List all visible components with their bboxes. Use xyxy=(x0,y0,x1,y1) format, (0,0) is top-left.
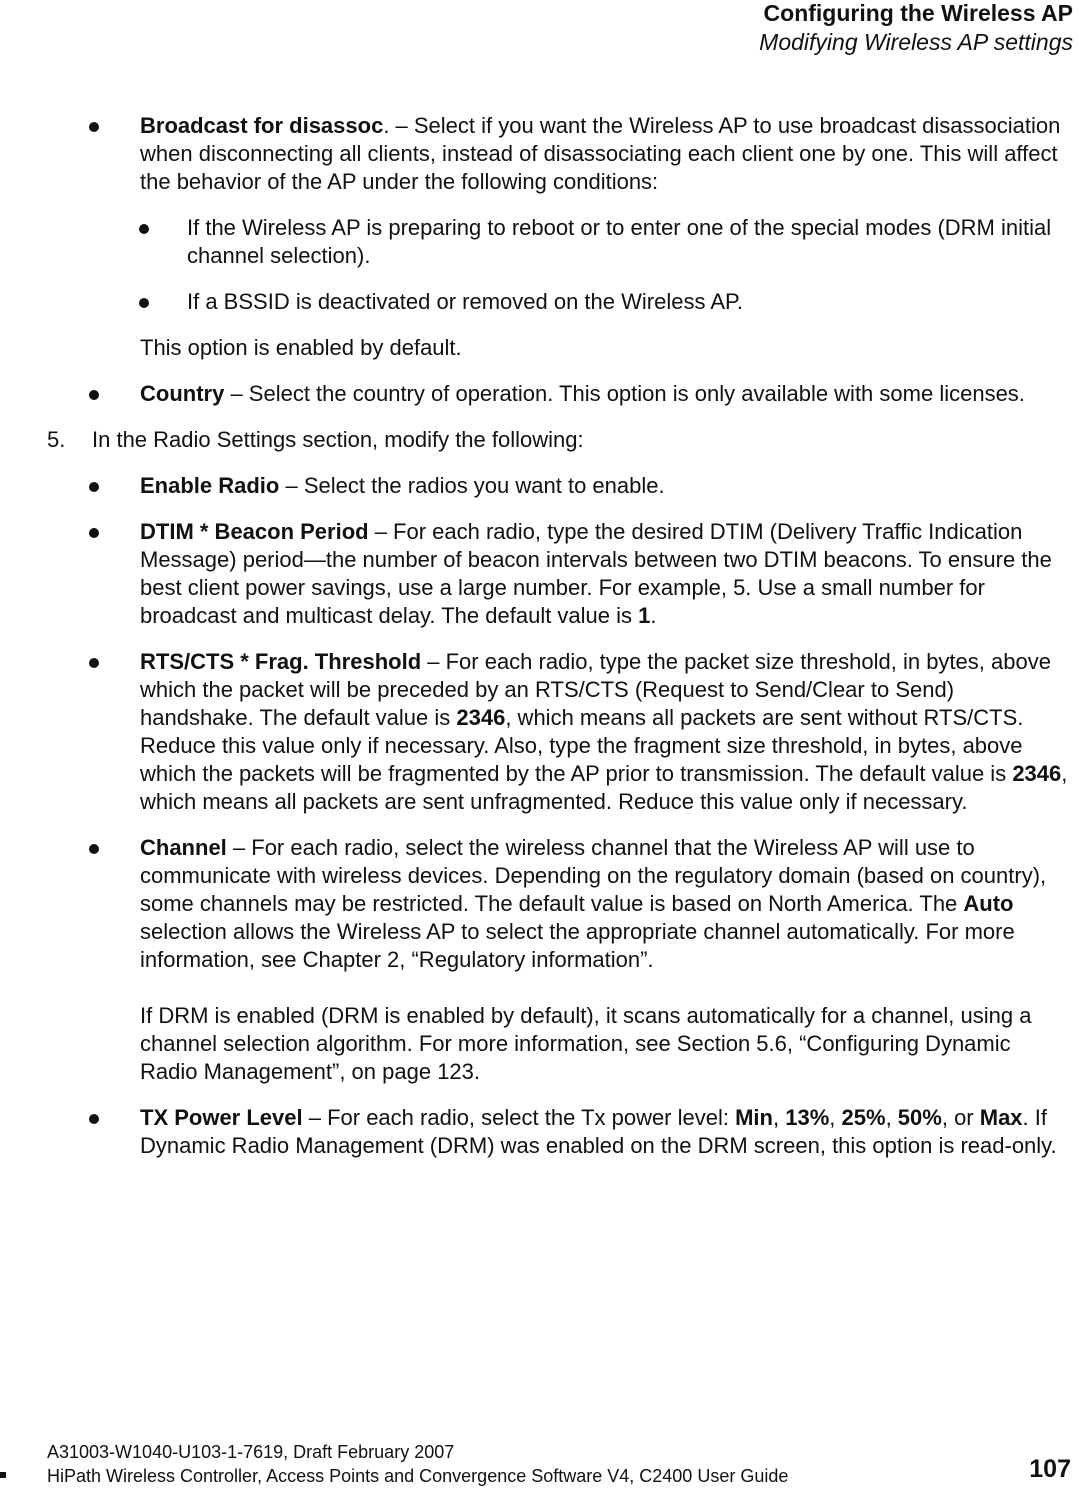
option-label: DTIM * Beacon Period xyxy=(140,519,369,544)
margin-marker xyxy=(0,1472,6,1478)
bullet-rts-cts-frag-threshold: RTS/CTS * Frag. Threshold – For each radio, type the packet size threshold, in bytes, above which the packet will be preceded by an RTS/CTS (Request to Send/Clear to Send) handshake. The default value is 2346, which means all packets are sent without RTS/CTS. Reduce this value only if necessary. Also, type the fragment size threshold, in bytes, above which the packets will be fragmented by the AP prior to transmission. The default value is 2346, which means all packets are sent unfragmented. Reduce this value only if necessary. xyxy=(0,648,1078,816)
bullet-dtim-beacon-period: DTIM * Beacon Period – For each radio, type the desired DTIM (Delivery Traffic Indication Message) period—the number of beacon intervals between two DTIM beacons. To ensure the best client power savings, use a large number. For example, 5. Use a small number for broadcast and multicast delay. The default value is 1. xyxy=(0,518,1078,630)
bullet-icon xyxy=(139,298,149,308)
auto-value: Auto xyxy=(963,891,1014,916)
bullet-icon xyxy=(89,844,99,854)
option-description: – For each radio, select the Tx power level: xyxy=(302,1105,736,1130)
bullet-icon xyxy=(89,1114,99,1124)
step-number: 5. xyxy=(47,427,66,452)
section-title: Modifying Wireless AP settings xyxy=(759,29,1073,55)
bullet-country xyxy=(0,380,1078,408)
option-label: Country xyxy=(140,381,225,406)
sub-bullet-bssid xyxy=(0,288,1078,316)
bullet-channel: Channel – For each radio, select the wireless channel that the Wireless AP will use to communicate with wireless devices. Depending on the regulatory domain (based on country), some channels may be restricted. The default value is based on North America. The Auto selection allows the Wireless AP to select the appropriate channel automatically. For more information, see Chapter 2, “Regulatory information”. xyxy=(0,834,1078,974)
bullet-icon xyxy=(89,482,99,492)
option-description: – Select the radios you want to enable. xyxy=(279,473,665,498)
bullet-icon xyxy=(89,658,99,668)
default-note: This option is enabled by default. xyxy=(140,335,462,360)
document-id: A31003-W1040-U103-1-7619, Draft February 2007 xyxy=(47,1442,455,1462)
bullet-broadcast-for-disassoc xyxy=(0,112,1078,196)
bullet-enable-radio xyxy=(0,472,1078,500)
option-description: . – Select if you want the Wireless AP to use broadcast disassociation when disconnecting all clients, instead of disassociating each client one by one. This will affect the behavior of the AP under the following conditions: xyxy=(140,113,1061,194)
option-label: Enable Radio xyxy=(140,473,280,498)
option-description: – For each radio, select the wireless channel that the Wireless AP will use to communicate with wireless devices. Depending on the regulatory domain (based on country), some channels may be restricted. The default value is based on North America. The xyxy=(140,835,1047,916)
option-description: – For each radio, type the packet size threshold, in bytes, above which the packet will be preceded by an RTS/CTS (Request to Send/Clear to Send) handshake. The default value is xyxy=(140,649,1051,730)
option-label: RTS/CTS * Frag. Threshold xyxy=(140,649,422,674)
chapter-title: Configuring the Wireless AP xyxy=(763,0,1073,26)
page-number: 107 xyxy=(1029,1455,1071,1483)
bullet-icon xyxy=(89,122,99,132)
bullet-tx-power-level: TX Power Level – For each radio, select the Tx power level: Min, 13%, 25%, 50%, or Max. If Dynamic Radio Management (DRM) was enabled on the DRM screen, this option is read-only. xyxy=(0,1104,1078,1160)
bullet-icon xyxy=(89,390,99,400)
default-value: 2346 xyxy=(456,705,506,730)
default-value: 1 xyxy=(638,603,651,628)
channel-drm-note: If DRM is enabled (DRM is enabled by default), it scans automatically for a channel, using a channel selection algorithm. For more information, see Section 5.6, “Configuring Dynamic Radio Management”, on page 123. xyxy=(140,1003,1032,1084)
option-label: TX Power Level xyxy=(140,1105,303,1130)
page-header xyxy=(759,0,1073,57)
default-value: 2346 xyxy=(1012,761,1062,786)
bullet-icon xyxy=(89,528,99,538)
option-label: Broadcast for disassoc xyxy=(140,113,384,138)
option-description: – Select the country of operation. This option is only available with some licenses. xyxy=(224,381,1025,406)
sub-bullet-text: If a BSSID is deactivated or removed on the Wireless AP. xyxy=(187,289,743,314)
document-title: HiPath Wireless Controller, Access Points and Convergence Software V4, C2400 User Guide xyxy=(47,1466,789,1486)
step-5 xyxy=(0,426,1078,454)
option-label: Channel xyxy=(140,835,227,860)
option-description: – For each radio, type the desired DTIM (Delivery Traffic Indication Message) period—the number of beacon intervals between two DTIM beacons. To ensure the best client power savings, use a large number. For example, 5. Use a small number for broadcast and multicast delay. The default value is xyxy=(140,519,1052,628)
bullet-icon xyxy=(139,224,149,234)
sub-bullet-reboot xyxy=(0,214,1078,270)
sub-bullet-text: If the Wireless AP is preparing to reboot or to enter one of the special modes (DRM initial channel selection). xyxy=(187,215,1052,268)
step-text: In the Radio Settings section, modify the following: xyxy=(92,427,584,452)
page-body xyxy=(0,112,1078,1160)
